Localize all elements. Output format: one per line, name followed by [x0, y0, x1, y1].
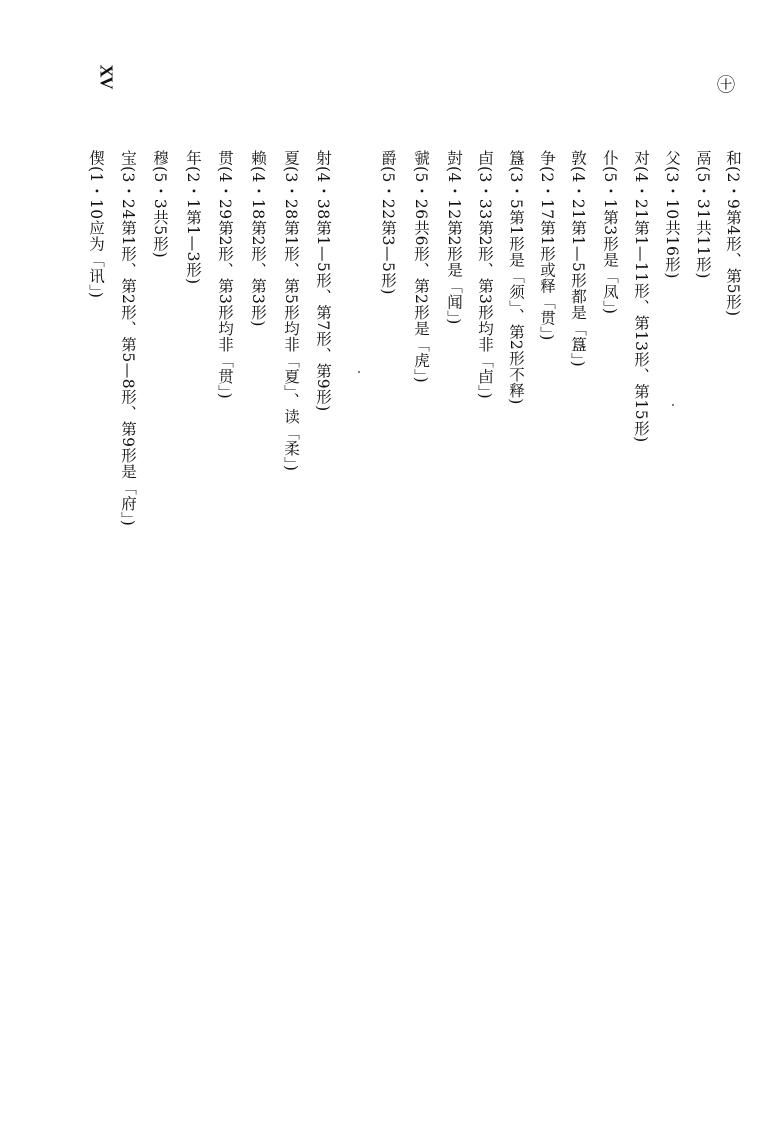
- entry-2: 鬲(5・31共11形): [694, 150, 712, 279]
- entry-7: 争(2・17第1形或释「贯」): [538, 150, 556, 341]
- speck: [672, 404, 674, 406]
- corner-mark-icon: ㊉: [717, 75, 735, 96]
- entry-20: 偰(1・10应为「讯」): [87, 150, 105, 299]
- page-number: XV: [96, 64, 117, 89]
- entry-3: 父(3・10共16形): [663, 150, 681, 279]
- entry-15: 赖(4・18第2形、第3形): [249, 150, 267, 327]
- entry-12: 爵(5・22第3—5形): [379, 150, 397, 295]
- entry-19: 宝(3・24第1形、第2形、第5—8形、第9形是「府」): [119, 150, 137, 527]
- entry-list: [0, 150, 761, 1050]
- entry-9: 卣(3・33第2形、第3形均非「卣」): [476, 150, 494, 400]
- entry-11: 虢(5・26共6形、第2形是「虎」): [412, 150, 430, 384]
- entry-6: 敦(4・21第1—5形都是「簋」): [569, 150, 587, 368]
- entry-18: 穆(5・3共5形): [151, 150, 169, 259]
- entry-8: 簋(3・5第1形是「须」、第2形不释): [507, 150, 525, 405]
- speck: [358, 371, 360, 373]
- entry-17: 年(2・1第1—3形): [184, 150, 202, 285]
- entry-16: 贯(4・29第2形、第3形均非「贯」): [216, 150, 234, 400]
- entry-13: 射(4・38第1—5形、第7形、第9形): [314, 150, 332, 412]
- entry-10: 尌(4・12第2形是「闻」): [445, 150, 463, 325]
- entry-5: 仆(5・1第3形是「凤」): [601, 150, 619, 315]
- entry-14: 夏(3・28第1形、第5形均非「夏」、读「柔」): [282, 150, 300, 472]
- entry-1: 和(2・9第4形、第5形): [724, 150, 742, 317]
- entry-4: 对(4・21第1—11形、第13形、第15形): [632, 150, 650, 443]
